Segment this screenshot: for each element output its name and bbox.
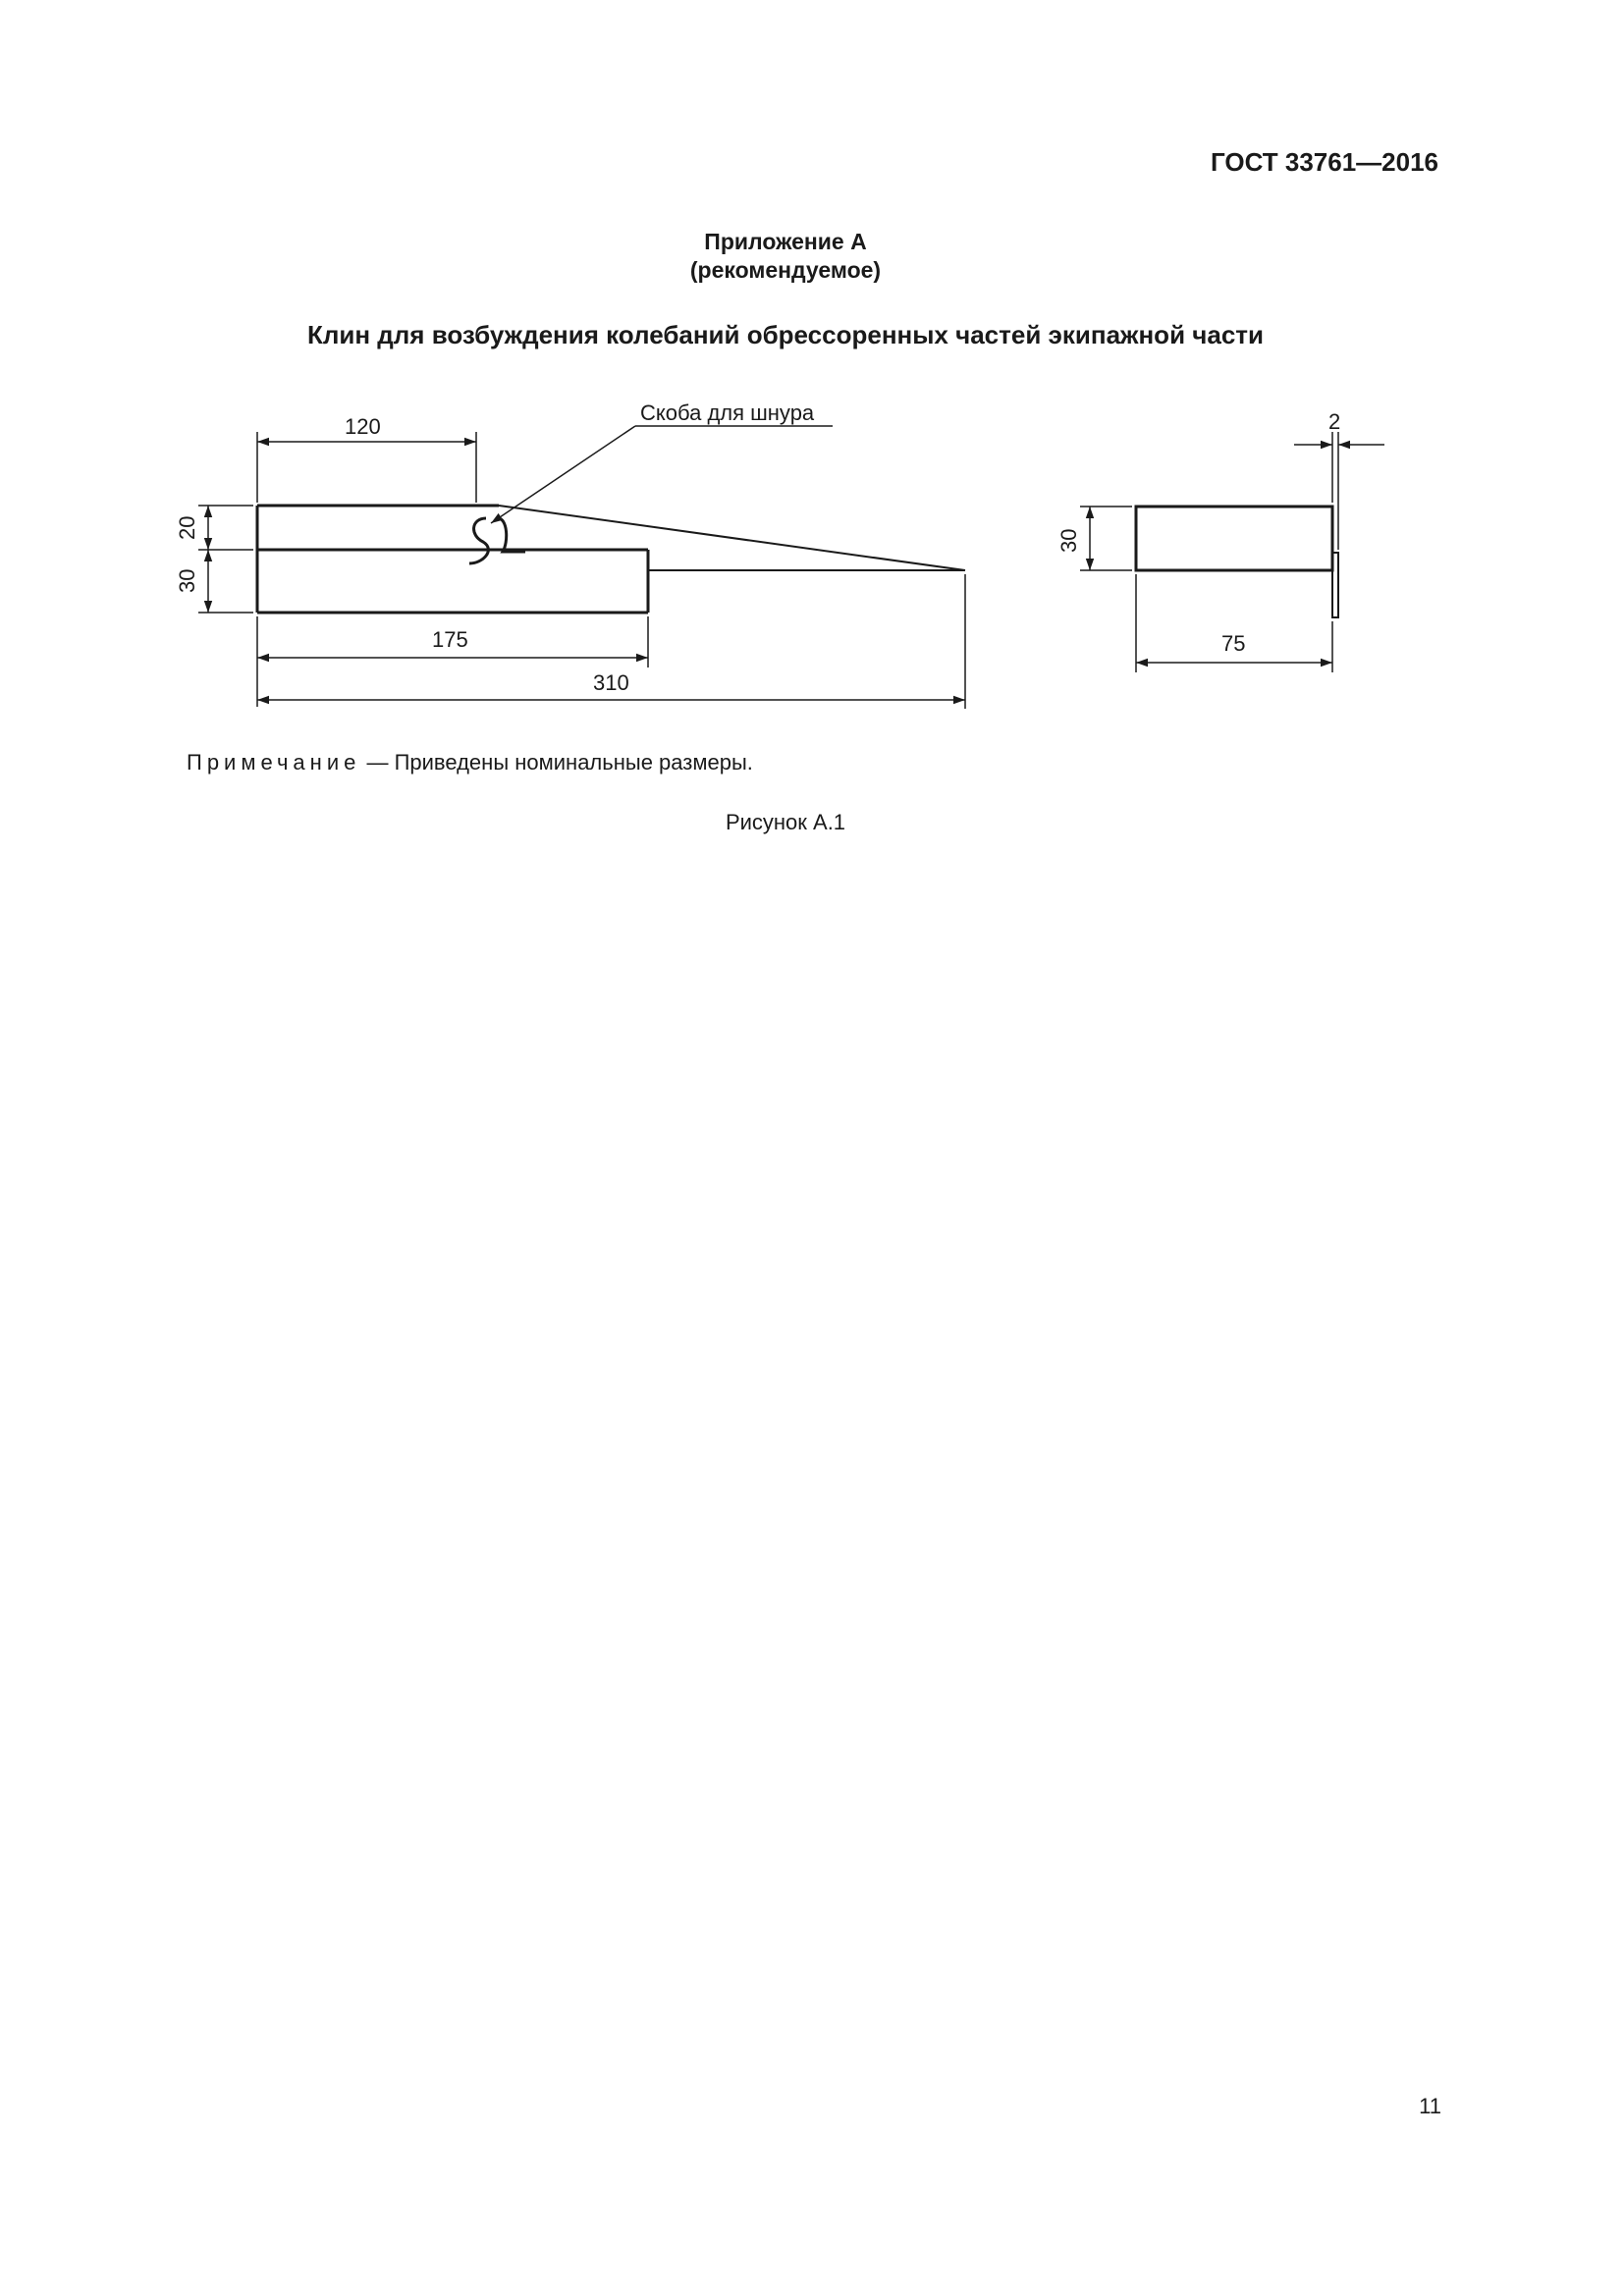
wedge-side-view: [257, 506, 965, 613]
dim-20-label: 20: [175, 515, 199, 540]
dim-75: [1136, 574, 1332, 672]
dim-75-label: 75: [1221, 631, 1246, 656]
note-text: — Приведены номинальные размеры.: [360, 750, 753, 774]
cord-bracket: [469, 518, 525, 563]
annex-label: Приложение А: [704, 229, 867, 254]
dim-120: [257, 432, 476, 503]
note: [187, 750, 753, 775]
note-label: Примечание: [187, 750, 361, 774]
document-number: ГОСТ 33761—2016: [1211, 147, 1438, 177]
callout-leader: [491, 426, 833, 523]
dim-30-label: 30: [175, 568, 199, 593]
dim-2: [1294, 432, 1384, 550]
wedge-slope-edge: [499, 506, 965, 570]
dim-30-end: [1080, 507, 1132, 570]
dim-vertical-left: [198, 506, 253, 613]
wedge-end-view: [1136, 507, 1338, 617]
figure-caption: Рисунок А.1: [725, 810, 846, 834]
end-view-block: [1136, 507, 1332, 570]
dim-310-label: 310: [593, 670, 629, 695]
dim-2-label: 2: [1328, 409, 1341, 434]
page-number: 11: [1419, 2094, 1441, 2118]
technical-drawing: [0, 0, 1624, 785]
dim-175-label: 175: [432, 627, 468, 652]
callout-label: Скоба для шнура: [640, 400, 815, 425]
annex-status: (рекомендуемое): [689, 257, 882, 283]
end-view-plate: [1332, 553, 1338, 617]
dim-120-label: 120: [345, 414, 381, 439]
annex-title: Клин для возбуждения колебаний обрессоренных частей экипажной части: [306, 320, 1265, 349]
dim-30-end-label: 30: [1056, 528, 1081, 553]
